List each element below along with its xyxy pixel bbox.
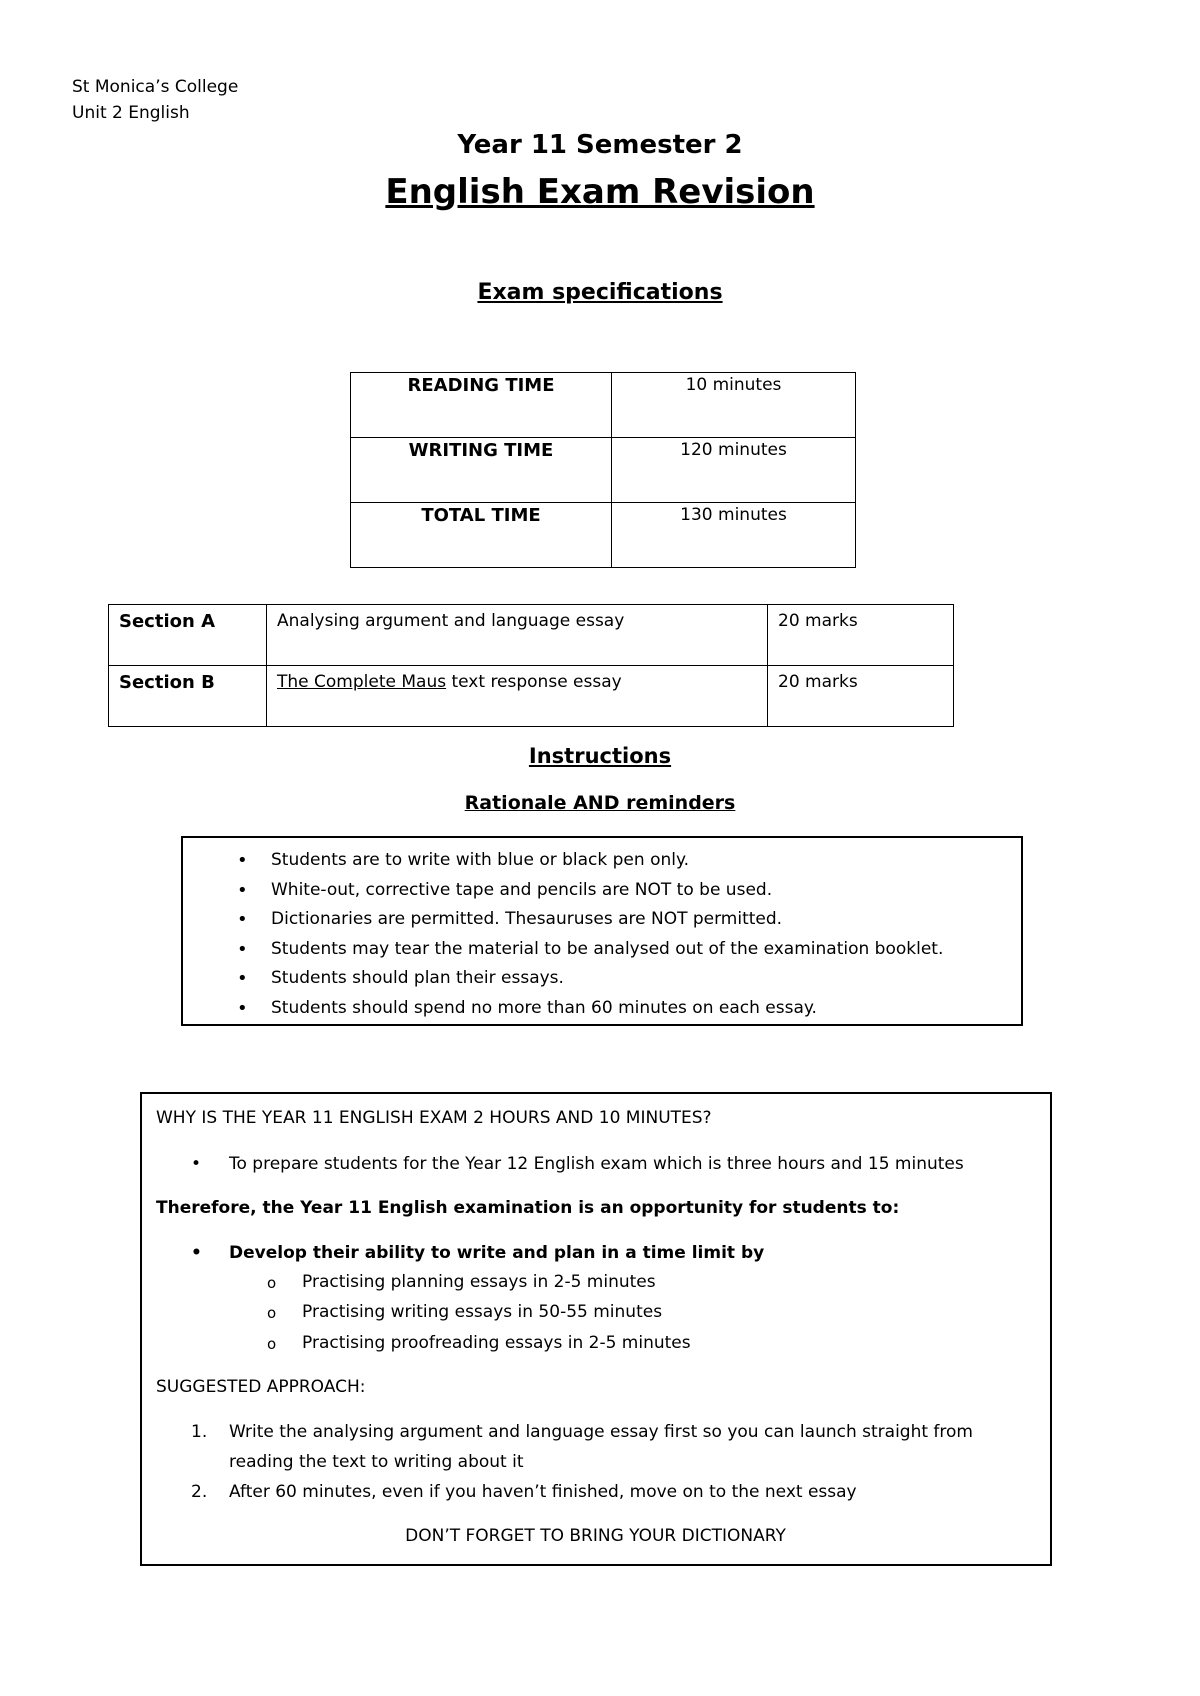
therefore-statement: Therefore, the Year 11 English examination is an opportunity for students to: xyxy=(156,1198,900,1218)
section-description-text: Analysing argument and language essay xyxy=(277,611,625,631)
exam-time-table xyxy=(350,372,856,568)
section-marks: 20 marks xyxy=(768,605,954,666)
approach-item xyxy=(191,1422,973,1442)
list-item: • Students should spend no more than 60 minutes on each essay. xyxy=(271,994,1021,1024)
main-title: English Exam Revision xyxy=(385,172,815,212)
reason-item: • To prepare students for the Year 12 English exam which is three hours and 15 minutes xyxy=(229,1154,964,1174)
list-item: • White-out, corrective tape and pencils are NOT to be used. xyxy=(271,876,1021,906)
section-description-text: text response essay xyxy=(446,672,622,692)
list-item: • Students should plan their essays. xyxy=(271,964,1021,994)
table-row xyxy=(351,373,856,438)
exam-sections-table xyxy=(108,604,954,727)
instructions-heading: Instructions xyxy=(528,744,672,768)
approach-heading: SUGGESTED APPROACH: xyxy=(156,1377,366,1397)
approach-number: 2. xyxy=(191,1482,208,1502)
develop-item: • Develop their ability to write and plan in a time limit by xyxy=(229,1243,764,1263)
table-row xyxy=(351,503,856,568)
why-question: WHY IS THE YEAR 11 ENGLISH EXAM 2 HOURS AND 10 MINUTES? xyxy=(156,1108,712,1128)
approach-item xyxy=(191,1482,857,1502)
reminders-list xyxy=(183,838,1021,1023)
dictionary-reminder: DON’T FORGET TO BRING YOUR DICTIONARY xyxy=(405,1526,786,1546)
time-value: 10 minutes xyxy=(612,373,856,438)
table-row xyxy=(351,438,856,503)
time-label: TOTAL TIME xyxy=(351,503,612,568)
exam-rationale-box xyxy=(140,1092,1052,1566)
year-title: Year 11 Semester 2 xyxy=(457,130,743,160)
time-label: WRITING TIME xyxy=(351,438,612,503)
section-description xyxy=(267,605,768,666)
list-item: • Dictionaries are permitted. Thesauruses are NOT permitted. xyxy=(271,905,1021,935)
list-item: • Students are to write with blue or black pen only. xyxy=(271,846,1021,876)
time-value: 120 minutes xyxy=(612,438,856,503)
time-value: 130 minutes xyxy=(612,503,856,568)
table-row xyxy=(109,666,954,727)
approach-text-continued: reading the text to writing about it xyxy=(229,1452,524,1472)
sub-item: o Practising writing essays in 50-55 minutes xyxy=(302,1302,662,1322)
school-name: St Monica’s College xyxy=(72,77,239,97)
rationale-heading: Rationale AND reminders xyxy=(464,792,736,814)
sub-item: o Practising planning essays in 2-5 minutes xyxy=(302,1272,656,1292)
time-label: READING TIME xyxy=(351,373,612,438)
approach-text: After 60 minutes, even if you haven’t finished, move on to the next essay xyxy=(229,1482,857,1502)
table-row xyxy=(109,605,954,666)
approach-number: 1. xyxy=(191,1422,208,1442)
approach-text: Write the analysing argument and language essay first so you can launch straight from xyxy=(229,1422,973,1442)
sub-item: o Practising proofreading essays in 2-5 minutes xyxy=(302,1333,691,1353)
document-header xyxy=(72,74,238,126)
section-label: Section A xyxy=(109,605,267,666)
list-item: • Students may tear the material to be analysed out of the examination booklet. xyxy=(271,935,1021,965)
section-description xyxy=(267,666,768,727)
exam-specifications-heading: Exam specifications xyxy=(477,280,723,305)
reminders-box xyxy=(181,836,1023,1026)
text-title: The Complete Maus xyxy=(277,672,447,692)
unit-name: Unit 2 English xyxy=(72,103,190,123)
section-label: Section B xyxy=(109,666,267,727)
section-marks: 20 marks xyxy=(768,666,954,727)
